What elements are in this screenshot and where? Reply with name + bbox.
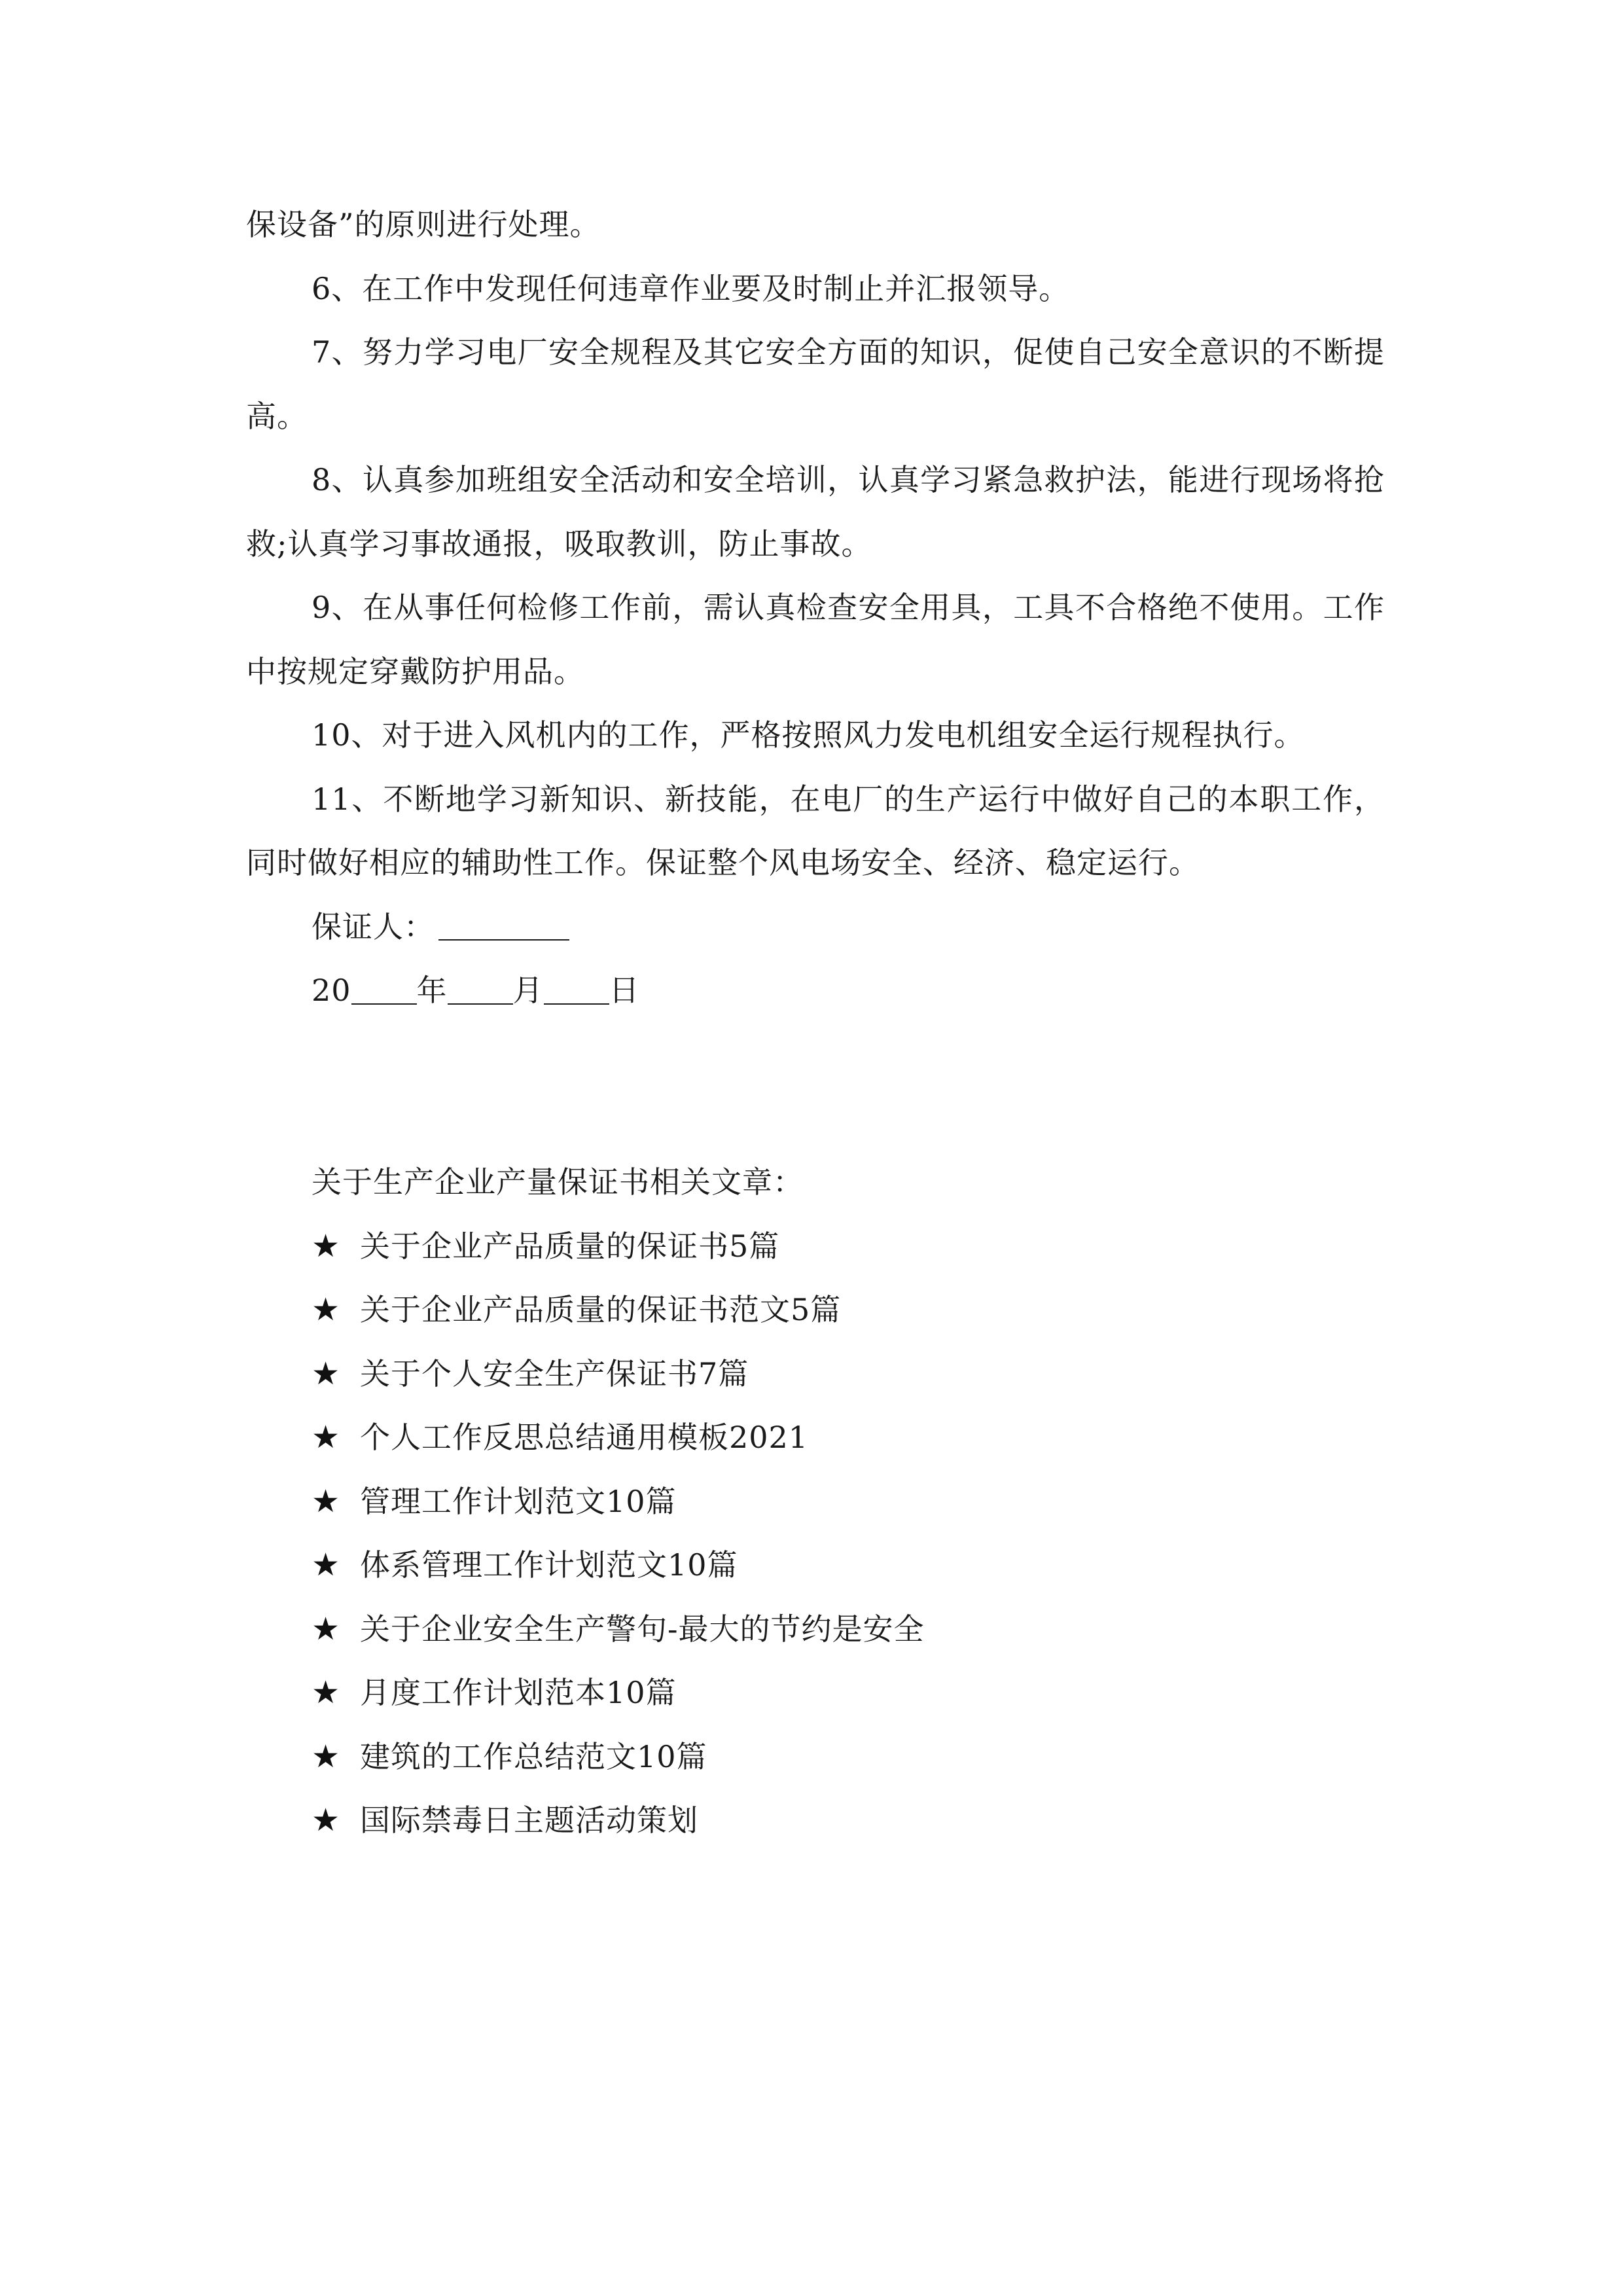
star-icon: ★ <box>312 1610 341 1647</box>
paragraph-item-10: 10、对于进入风机内的工作，严格按照风力发电机组安全运行规程执行。 <box>312 717 1305 753</box>
related-article-title: 关于个人安全生产保证书7篇 <box>360 1355 749 1391</box>
signature-label: 保证人： <box>312 908 435 944</box>
related-articles-list <box>312 1215 1385 1853</box>
related-article-link[interactable] <box>312 1342 1385 1407</box>
related-articles-title: 关于生产企业产量保证书相关文章： <box>312 1164 804 1200</box>
date-year-label: 年 <box>416 973 448 1008</box>
related-article-title: 月度工作计划范本10篇 <box>360 1675 677 1710</box>
related-article-link[interactable] <box>312 1470 1385 1534</box>
paragraph-item-11: 11、不断地学习新知识、新技能，在电厂的生产运行中做好自己的本职工作，同时做好相应的辅助性工作。保证整个风电场安全、经济、稳定运行。 <box>246 781 1385 880</box>
date-line <box>246 959 1385 1023</box>
related-article-link[interactable] <box>312 1661 1385 1725</box>
related-article-title: 个人工作反思总结通用模板2021 <box>360 1420 809 1455</box>
month-blank <box>448 973 513 1005</box>
star-icon: ★ <box>312 1674 341 1711</box>
star-icon: ★ <box>312 1482 341 1520</box>
star-icon: ★ <box>312 1419 341 1456</box>
star-icon: ★ <box>312 1738 341 1775</box>
paragraph-item-7: 7、努力学习电厂安全规程及其它安全方面的知识，促使自己安全意识的不断提高。 <box>246 334 1385 434</box>
related-article-link[interactable] <box>312 1406 1385 1470</box>
day-blank <box>544 973 609 1005</box>
signature-line <box>246 895 1385 960</box>
paragraph-item-6: 6、在工作中发现任何违章作业要及时制止并汇报领导。 <box>312 270 1070 306</box>
star-icon: ★ <box>312 1802 341 1839</box>
date-prefix: 20 <box>312 973 351 1008</box>
star-icon: ★ <box>312 1547 341 1583</box>
related-article-title: 关于企业产品质量的保证书5篇 <box>360 1228 780 1264</box>
date-day-label: 日 <box>609 973 640 1008</box>
related-article-title: 管理工作计划范文10篇 <box>360 1483 677 1519</box>
paragraph-continuation: 保设备”的原则进行处理。 <box>246 207 601 242</box>
year-blank <box>351 973 417 1005</box>
related-article-link[interactable] <box>312 1725 1385 1789</box>
signature-blank <box>438 909 569 941</box>
document-body <box>246 193 1385 1023</box>
related-articles <box>312 1151 1385 1853</box>
paragraph-item-8: 8、认真参加班组安全活动和安全培训，认真学习紧急救护法，能进行现场将抢救;认真学习事故通报，吸取教训，防止事故。 <box>246 462 1385 562</box>
related-article-title: 关于企业产品质量的保证书范文5篇 <box>360 1292 842 1327</box>
related-article-title: 体系管理工作计划范文10篇 <box>360 1547 738 1583</box>
paragraph-item-9: 9、在从事任何检修工作前，需认真检查安全用具，工具不合格绝不使用。工作中按规定穿戴防护用品。 <box>246 590 1385 689</box>
related-article-link[interactable] <box>312 1789 1385 1853</box>
star-icon: ★ <box>312 1355 341 1392</box>
related-article-link[interactable] <box>312 1278 1385 1342</box>
star-icon: ★ <box>312 1227 341 1265</box>
related-article-link[interactable] <box>312 1598 1385 1662</box>
star-icon: ★ <box>312 1291 341 1328</box>
related-article-title: 国际禁毒日主题活动策划 <box>360 1803 698 1838</box>
related-article-title: 关于企业安全生产警句-最大的节约是安全 <box>360 1611 925 1647</box>
date-month-label: 月 <box>512 973 544 1008</box>
related-article-link[interactable] <box>312 1534 1385 1598</box>
related-article-title: 建筑的工作总结范文10篇 <box>360 1738 707 1774</box>
related-article-link[interactable] <box>312 1215 1385 1279</box>
